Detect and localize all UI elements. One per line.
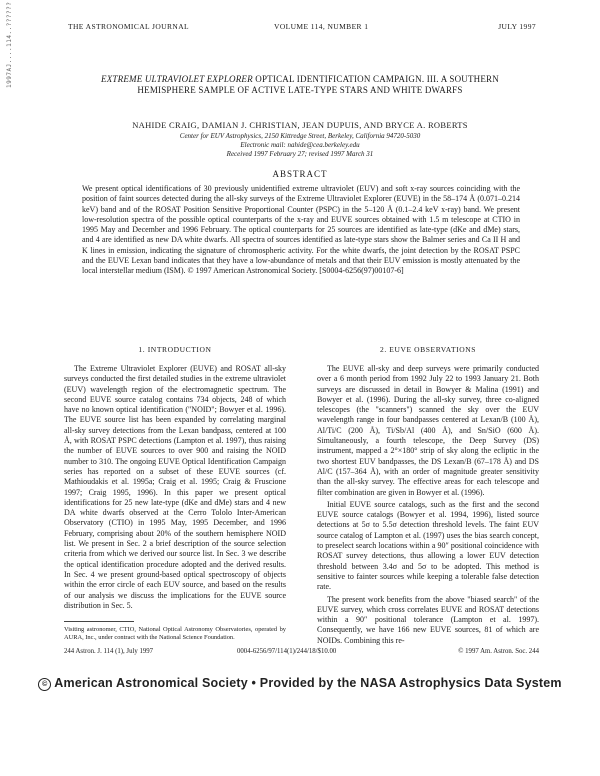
observations-paragraph: The present work benefits from the above "biased search" of the EUVE survey, which cross correlates EUVE and ROSAT detections within a 90″ positional tolerance (Lampton et al. 1997). Consequently, we have 166 new EUVE sources, 81 of which are NOIDs. Combining this re- [317,594,539,645]
observations-paragraph: Initial EUVE source catalogs, such as the first and the second EUVE source catalogs (Bowyer et al. 1994, 1996), listed source detections at 5σ to 5.5σ detection threshold levels. The faint EUV source catalog of Lampton et al. (1997) uses the bias search concept, to preselect search locations within a 90″ positional coincidence with ROSAT survey detections, thus allowing a lower EUV detection threshold between 3.4σ and 5σ to be adopted. This method is sensitive to fainter sources while keeping a tolerable false detection rate. [317,499,539,592]
footnote-rule [64,621,134,622]
section-heading-observations: 2. EUVE OBSERVATIONS [379,345,477,354]
title-rest: OPTICAL IDENTIFICATION CAMPAIGN. III. A SOUTHERN HEMISPHERE SAMPLE OF ACTIVE LATE-TYPE STARS AND WHITE DWARFS [137,74,499,95]
volume-number: VOLUME 114, NUMBER 1 [274,22,369,31]
journal-name: THE ASTRONOMICAL JOURNAL [68,22,189,31]
page-footer [64,648,539,658]
received-dates: Received 1997 February 27; revised 1997 March 31 [226,150,374,158]
paper-title [90,74,510,96]
footer-left: 244 Astron. J. 114 (1), July 1997 [64,648,154,655]
title-italic: EXTREME ULTRAVIOLET EXPLORER [101,74,253,84]
contact-email: Electronic mail: nahide@cea.berkeley.edu [240,141,360,149]
footer-right: © 1997 Am. Astron. Soc. 244 [458,648,539,655]
introduction-paragraph: The Extreme Ultraviolet Explorer (EUVE) and ROSAT all-sky surveys conducted the first detailed studies in the extreme ultraviolet (EUV) wavelength region of the electromagnetic spectrum. The second EUVE source catalog contains 734 objects, 248 of which have no known optical identification ("NOID"; Bowyer et al. 1996). The EUVE source list has been expanded by correlating marginal all-sky survey detections from the Lexan bandpass, centered at 100 Å, with ROSAT PSPC detections (Lampton et al. 1997), thus raising the number of EUVE sources to over 900 and raising the NOID number to 310. The ongoing EUVE Optical Identification Campaign series has reported on a subset of these EUVE sources (cf. Mathioudakis et al. 1995a; Craig et al. 1995; Craig & Fruscione 1997; Craig 1995, 1996). In this paper we present optical identifications for 25 new late-type (dKe and dMe) stars and 4 new DA white dwarfs observed at the Cerro Tololo Inter-American Observatory (CTIO) in 1995 May, 1995 December, and 1996 February, comprising about 20% of the southern hemisphere NOID list. We present in Sec. 2 a brief description of the source selection criteria from which we derived our source list. In Sec. 3 we describe the optical identification procedure adopted and the derived results. In Sec. 4 we present ground-based optical spectroscopy of objects within the error circle of each EUV source, and based on the results of our analysis we discuss the implications for the EUVE source distribution in Sec. 5. [64,364,286,610]
abstract-text: We present optical identifications of 30 previously unidentified extreme ultraviolet (EUV) and soft x-ray sources coinciding with the position of faint sources detected during the all-sky surveys of the Extreme Ultraviolet Explorer (EUVE) in the 58–174 Å (0.071–0.214 keV) band and of the ROSAT Position Sensitive Proportional Counter (PSPC) in the 5–120 Å (0.1–2.4 keV x-ray) band. We present low-resolution spectra of the possible optical counterparts of the x-ray and EUVE sources obtained with 1.5 m telescope at CTIO in 1995 May and December and 1996 February. The optical counterparts for 25 sources are identified as late-type (dKe and dMe) stars, and 4 are identified as new DA white dwarfs. All spectra of sources identified as late-type stars show the Balmer series and Ca II H and K lines in emission, indicating the signature of chromospheric activity. For the white dwarfs, the joint detection by the ROSAT PSPC and the EUVE Lexan band indicates that they have a low-abundance of metals and that their EUV emission is mostly attenuated by the local interstellar medium (ISM). © 1997 American Astronomical Society. [S0004-6256(97)00107-6] [82,184,520,276]
abstract-heading: ABSTRACT [272,169,328,179]
observations-paragraph: The EUVE all-sky and deep surveys were primarily conducted over a 6 month period from 1992 July 22 to 1993 January 21. Both surveys are discussed in detail in Bowyer & Malina (1991) and Bowyer et al. (1996). During the all-sky survey, three co-aligned telescopes (the "scanners") scanned the sky over the EUV wavelength range in four bandpasses centered at Lexan/B (100 Å), Al/Ti/C (200 Å), Ti/Sb/Al (400 Å), and Sn/SiO (600 Å). Simultaneously, a fourth telescope, the Deep Survey (DS) instrument, mapped a 2°×180° strip of sky along the ecliptic in the two shortest EUV bandpasses, the DS Lexan/B (67–178 Å) and DS Al/C (157–364 Å), with an order of magnitude greater sensitivity than the all-sky survey. The effective areas for each telescope and filter combination are given in Bowyer et al. (1996). [317,364,539,497]
section-heading-introduction: 1. INTRODUCTION [138,345,212,354]
right-column [317,345,539,648]
left-column [64,345,286,613]
running-head [68,22,536,34]
side-bibcode-stamp: 1997AJ....114..?????? [6,1,13,88]
footnote: Visiting astronomer, CTIO, National Optical Astronomy Observatories, operated by AURA, Inc., under contract with the National Science Foundation. [64,626,286,641]
banner-text: American Astronomical Society • Provided by the NASA Astrophysics Data System [54,676,562,690]
footer-center: 0004-6256/97/114(1)/244/18/$10.00 [237,648,337,655]
issue-date: JULY 1997 [498,22,536,31]
author-list: NAHIDE CRAIG, DAMIAN J. CHRISTIAN, JEAN DUPUIS, AND BRYCE A. ROBERTS [132,120,468,130]
ads-banner [0,676,600,691]
affiliation: Center for EUV Astrophysics, 2150 Kittredge Street, Berkeley, California 94720-5030 [179,132,421,140]
aas-logo-icon: © [38,678,51,691]
